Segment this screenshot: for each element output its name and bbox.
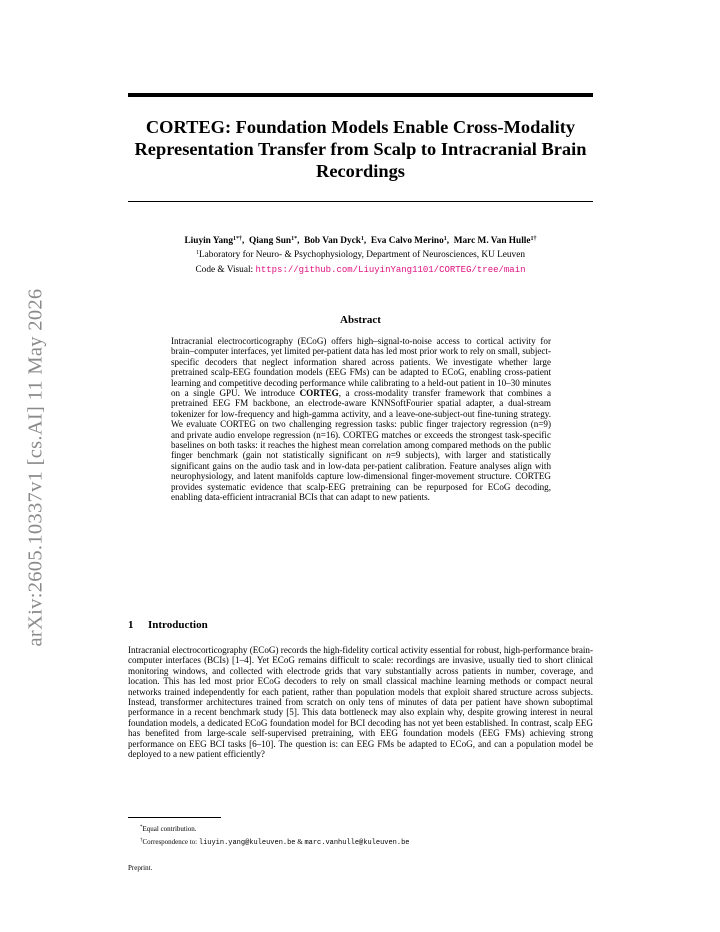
footnote-rule xyxy=(128,817,221,818)
footnotes xyxy=(140,822,593,849)
paper-title: CORTEG: Foundation Models Enable Cross-Modality Representation Transfer from Scalp to Intracranial Brain Recordings xyxy=(134,117,587,181)
footnote-text: Equal contribution. xyxy=(142,825,197,833)
github-link[interactable]: https://github.com/LiuyinYang1101/CORTEG/tree/main xyxy=(255,265,526,275)
section-heading-introduction xyxy=(128,619,593,631)
footnote-correspondence xyxy=(140,835,593,849)
affiliation-marker: 1 xyxy=(196,250,199,256)
affiliation-text: Laboratory for Neuro- & Psychophysiology, Department of Neurosciences, KU Leuven xyxy=(199,250,525,260)
author-list: Liuyin Yang$^{1*\dagger}$, Qiang Sun$^{1*}$, Bob Van Dyck$^1$, Eva Calvo Merino$^1$, Marc M. Van Hulle$^{1\dagger}$ xyxy=(184,236,537,246)
footnote-ampersand: & xyxy=(295,838,305,846)
title-top-rule xyxy=(128,93,593,97)
author-name: Bob Van Dyck xyxy=(304,236,361,246)
section-title: Introduction xyxy=(148,619,208,631)
code-line xyxy=(128,265,593,275)
email-link[interactable]: marc.vanhulle@kuleuven.be xyxy=(304,839,410,847)
author-marks: 1 xyxy=(360,236,364,242)
title-bottom-rule xyxy=(128,201,593,202)
footnote-text: Correspondence to: xyxy=(142,838,199,846)
author-marks: 1† xyxy=(530,236,537,242)
author-marks: 1* xyxy=(291,236,298,242)
author-name: Qiang Sun xyxy=(248,236,292,246)
footnote-marker: † xyxy=(140,838,143,843)
abstract-text-1: Intracranial electrocorticography (ECoG) offers high–signal-to-noise access to cortical activity for brain–computer interfaces, yet limited per-patient data has led most prior work to rely on small, subject-specific decoders that neglect information shared across patients. We investigate whether large pretrained scalp-EEG foundation models (EEG FMs) can be adapted to ECoG, enabling cross-patient learning and competitive decoding performance while calibrating to a held-out patient in 10–30 minutes on a single GPU. We introduce xyxy=(171,336,551,399)
author-marks: 1*† xyxy=(232,236,242,242)
footnote-marker: * xyxy=(140,825,143,830)
code-label: Code & Visual: xyxy=(195,265,256,275)
author-marks: 1 xyxy=(443,236,447,242)
introduction-body: Intracranial electrocorticography (ECoG) records the high-fidelity cortical activity essential for robust, high-performance brain-computer interfaces (BCIs) [1–4]. Yet ECoG remains difficult to scale: recordings are invasive, usually tied to short clinical monitoring windows, and collected with electrode grids that vary substantially across patients in number, coverage, and location. This has led most prior ECoG decoders to rely on small classical machine learning methods or compact neural networks trained independently for each patient, rather than population models that exploit shared structure across subjects. Instead, transformer architectures trained from scratch on only tens of minutes of data per patient have shown suboptimal performance in a recent benchmark study [5]. This data bottleneck may also explain why, despite growing interest in neural foundation models, a dedicated ECoG foundation model for BCI decoding has not yet been established. In contrast, scalp EEG has benefited from large-scale self-supervised pretraining, with EEG foundation models (EEG FMs) achieving strong performance on EEG BCI tasks [6–10]. The question is: can EEG FMs be adapted to ECoG, and can a population model be deployed to a new patient efficiently? xyxy=(128,645,593,760)
arxiv-side-stamp xyxy=(16,262,56,672)
author-name: Marc M. Van Hulle xyxy=(453,236,531,246)
abstract-bold-term: CORTEG xyxy=(299,388,339,399)
section-number: 1 xyxy=(128,619,134,631)
preprint-label: Preprint. xyxy=(128,864,153,872)
abstract-italic-n: n xyxy=(386,450,391,461)
arxiv-stamp-text: arXiv:2605.10337v1 [cs.AI] 11 May 2026 xyxy=(24,288,47,646)
footnote-equal xyxy=(140,822,593,835)
affiliation xyxy=(128,250,593,260)
abstract-body xyxy=(171,336,551,503)
abstract-heading: Abstract xyxy=(340,314,381,326)
abstract-text-2: , a cross-modality transfer framework that combines a pretrained EEG FM backbone, an electrode-aware KNNSoftFourier spatial adapter, a dual-stream tokenizer for low-frequency and high-gamma activity, and a leave-one-subject-out fine-tuning strategy. We evaluate CORTEG on two challenging regression tasks: public finger trajectory regression (n=9) and private audio envelope regression (n=16). CORTEG matches or exceeds the strongest task-specific baselines on both tasks: it reaches the highest mean correlation among compared methods on the public finger benchmark (gain not statistically significant on xyxy=(171,388,551,461)
email-link[interactable]: liuyin.yang@kuleuven.be xyxy=(198,839,296,847)
author-name: Liuyin Yang xyxy=(184,236,233,246)
author-name: Eva Calvo Merino xyxy=(370,236,444,246)
abstract-text-3: =9 subjects), with larger and statistically significant gains on the audio task and in low-data per-patient calibration. Feature analyses align with neurophysiology, and latent manifolds capture low-dimensional finger-movement structure. CORTEG provides systematic evidence that scalp-EEG pretraining can be repurposed for ECoG decoding, enabling data-efficient intracranial BCIs that can adapt to new patients. xyxy=(171,450,552,503)
